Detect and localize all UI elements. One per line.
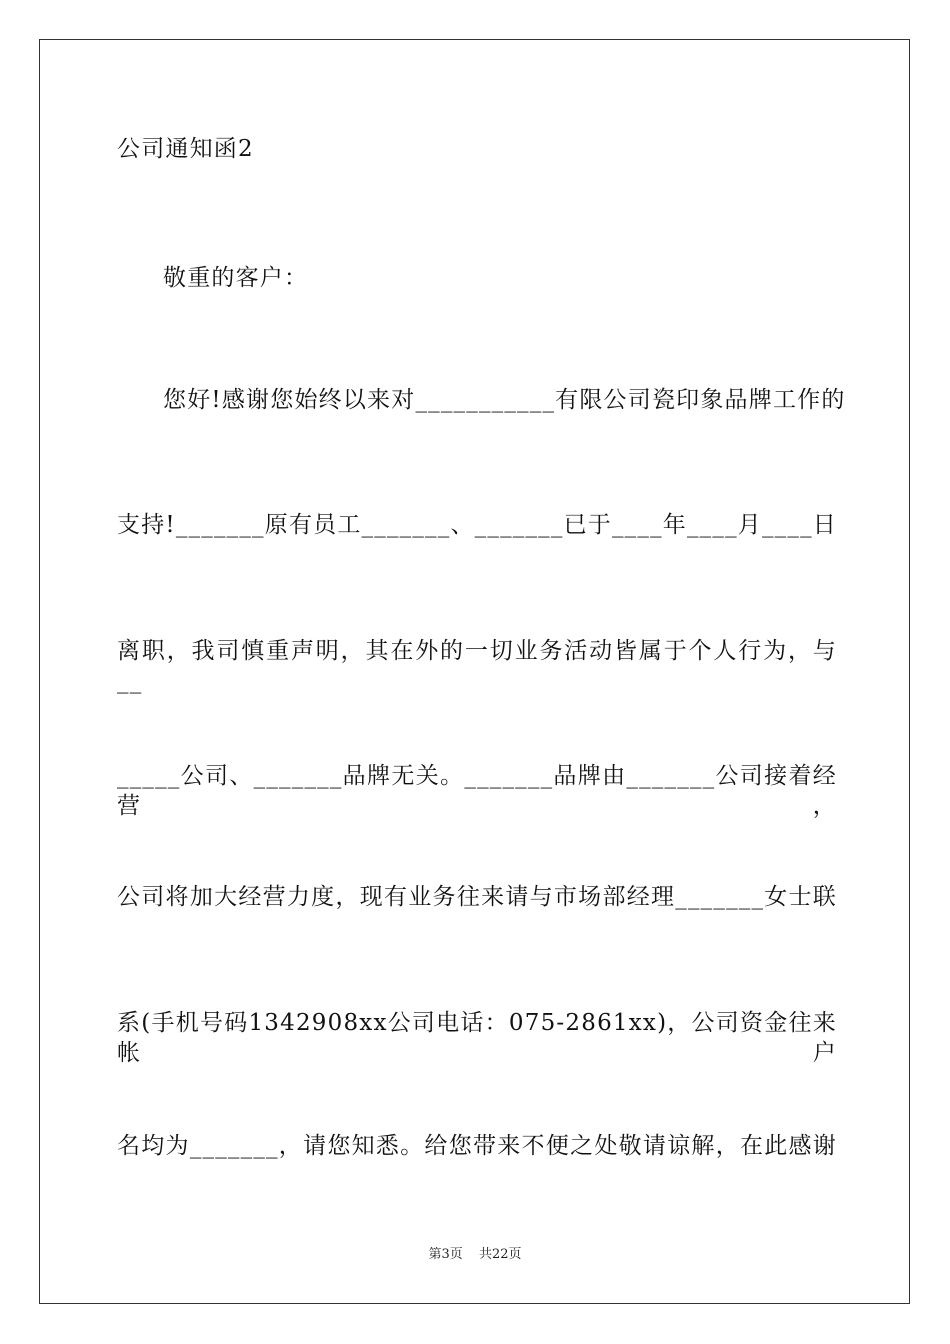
body-line-4: _____公司、_______品牌无关。_______品牌由_______公司接着经营， bbox=[117, 763, 837, 819]
salutation: 敬重的客户： bbox=[163, 265, 309, 291]
total-pages: 共22页 bbox=[478, 1247, 522, 1262]
page-footer bbox=[0, 1246, 950, 1264]
body-line-6: 系(手机号码1342908xx公司电话：075-2861xx)，公司资金往来帐户 bbox=[117, 1010, 837, 1066]
body-line-7: 名均为_______，请您知悉。给您带来不便之处敬请谅解，在此感谢 bbox=[117, 1133, 837, 1159]
page-number: 第3页 bbox=[428, 1247, 463, 1262]
body-line-2: 支持!_______原有员工_______、_______已于____年____月____日 bbox=[117, 512, 837, 538]
body-line-3: 离职，我司慎重声明，其在外的一切业务活动皆属于个人行为，与__ bbox=[117, 638, 837, 694]
body-line-5: 公司将加大经营力度，现有业务往来请与市场部经理_______女士联 bbox=[117, 884, 837, 910]
document-heading: 公司通知函2 bbox=[117, 136, 254, 162]
body-line-1: 您好!感谢您始终以来对___________有限公司瓷印象品牌工作的 bbox=[163, 387, 846, 413]
